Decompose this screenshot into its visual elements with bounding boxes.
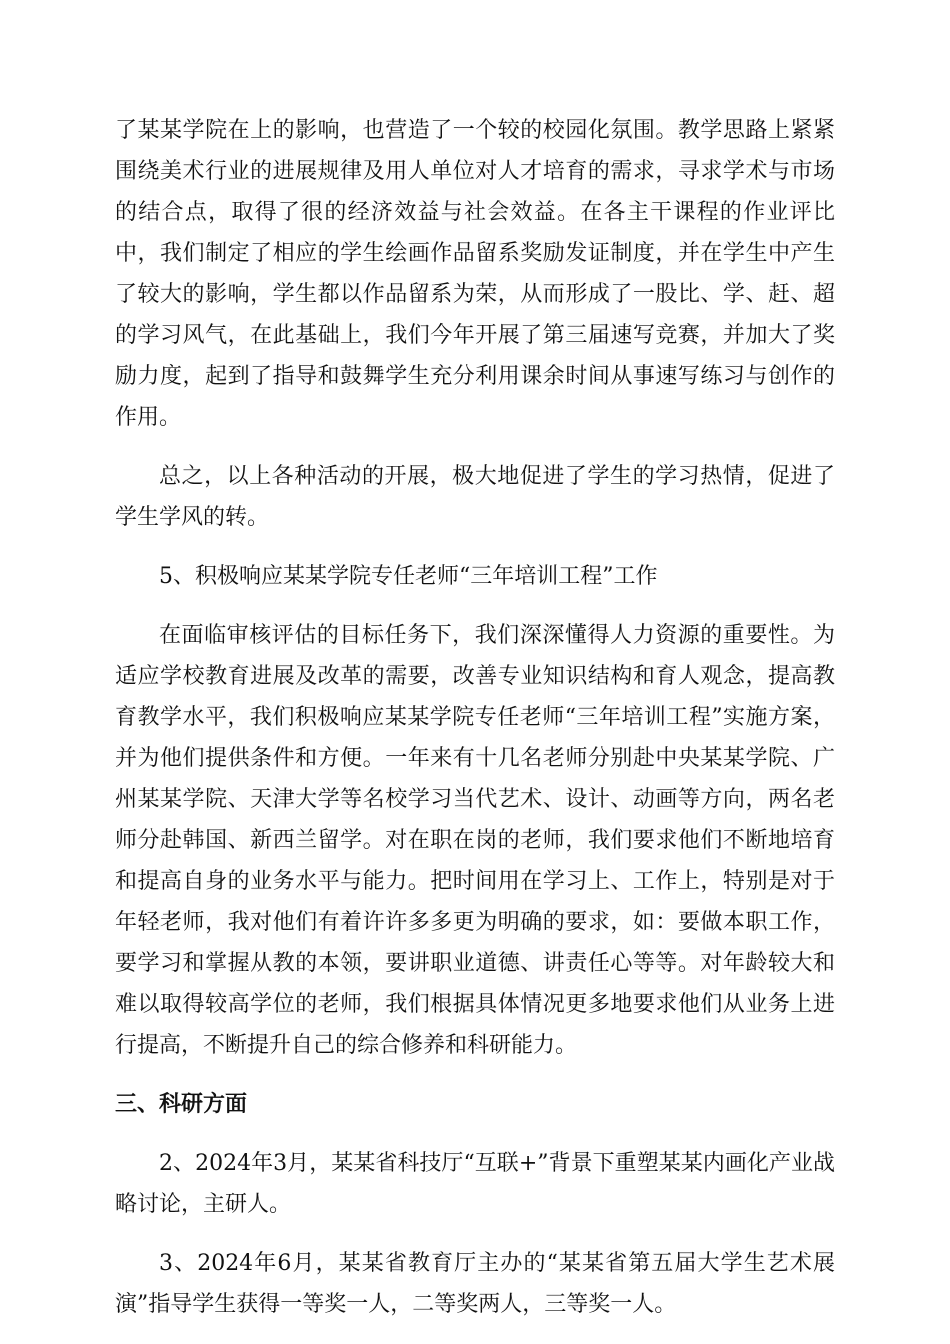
paragraph-summary: 总之，以上各种活动的开展，极大地促进了学生的学习热情，促进了学生学风的转。 (115, 464, 835, 530)
research-item-3: 3、2024年6月，某某省教育厅主办的“某某省第五届大学生艺术展演”指导学生获得一等奖一人，二等奖两人，三等奖一人。 (115, 1251, 835, 1317)
paragraph-teacher-training: 在面临审核评估的目标任务下，我们深深懂得人力资源的重要性。为适应学校教育进展及改革的需要，改善专业知识结构和育人观念，提高教育教学水平，我们积极响应某某学院专任老师“三年培训工程”实施方案，并为他们提供条件和方便。一年来有十几名老师分别赴中央某某学院、广州某某学院、天津大学等名校学习当代艺术、设计、动画等方向，两名老师分赴韩国、新西兰留学。对在职在岗的老师，我们要求他们不断地培育和提高自身的业务水平与能力。把时间用在学习上、工作上，特别是对于年轻老师，我对他们有着许许多多更为明确的要求，如：要做本职工作，要学习和掌握从教的本领，要讲职业道德、讲责任心等等。对年龄较大和难以取得较高学位的老师，我们根据具体情况更多地要求他们从业务上进行提高，不断提升自己的综合修养和科研能力。 (115, 623, 835, 1058)
document-body (115, 110, 835, 1343)
section-heading-research: 三、科研方面 (115, 1092, 248, 1117)
paragraph-continued-activities: 了某某学院在上的影响，也营造了一个较的校园化氛围。教学思路上紧紧围绕美术行业的进展规律及用人单位对人才培育的需求，寻求学术与市场的结合点，取得了很的经济效益与社会效益。在各主干课程的作业评比中，我们制定了相应的学生绘画作品留系奖励发证制度，并在学生中产生了较大的影响，学生都以作品留系为荣，从而形成了一股比、学、赶、超的学习风气，在此基础上，我们今年开展了第三届速写竞赛，并加大了奖励力度，起到了指导和鼓舞学生充分利用课余时间从事速写练习与创作的作用。 (115, 118, 835, 430)
research-item-2: 2、2024年3月，某某省科技厅“互联+”背景下重塑某某内画化产业战略讨论，主研人。 (115, 1151, 835, 1217)
section-item-5-title: 5、积极响应某某学院专任老师“三年培训工程”工作 (159, 564, 658, 589)
